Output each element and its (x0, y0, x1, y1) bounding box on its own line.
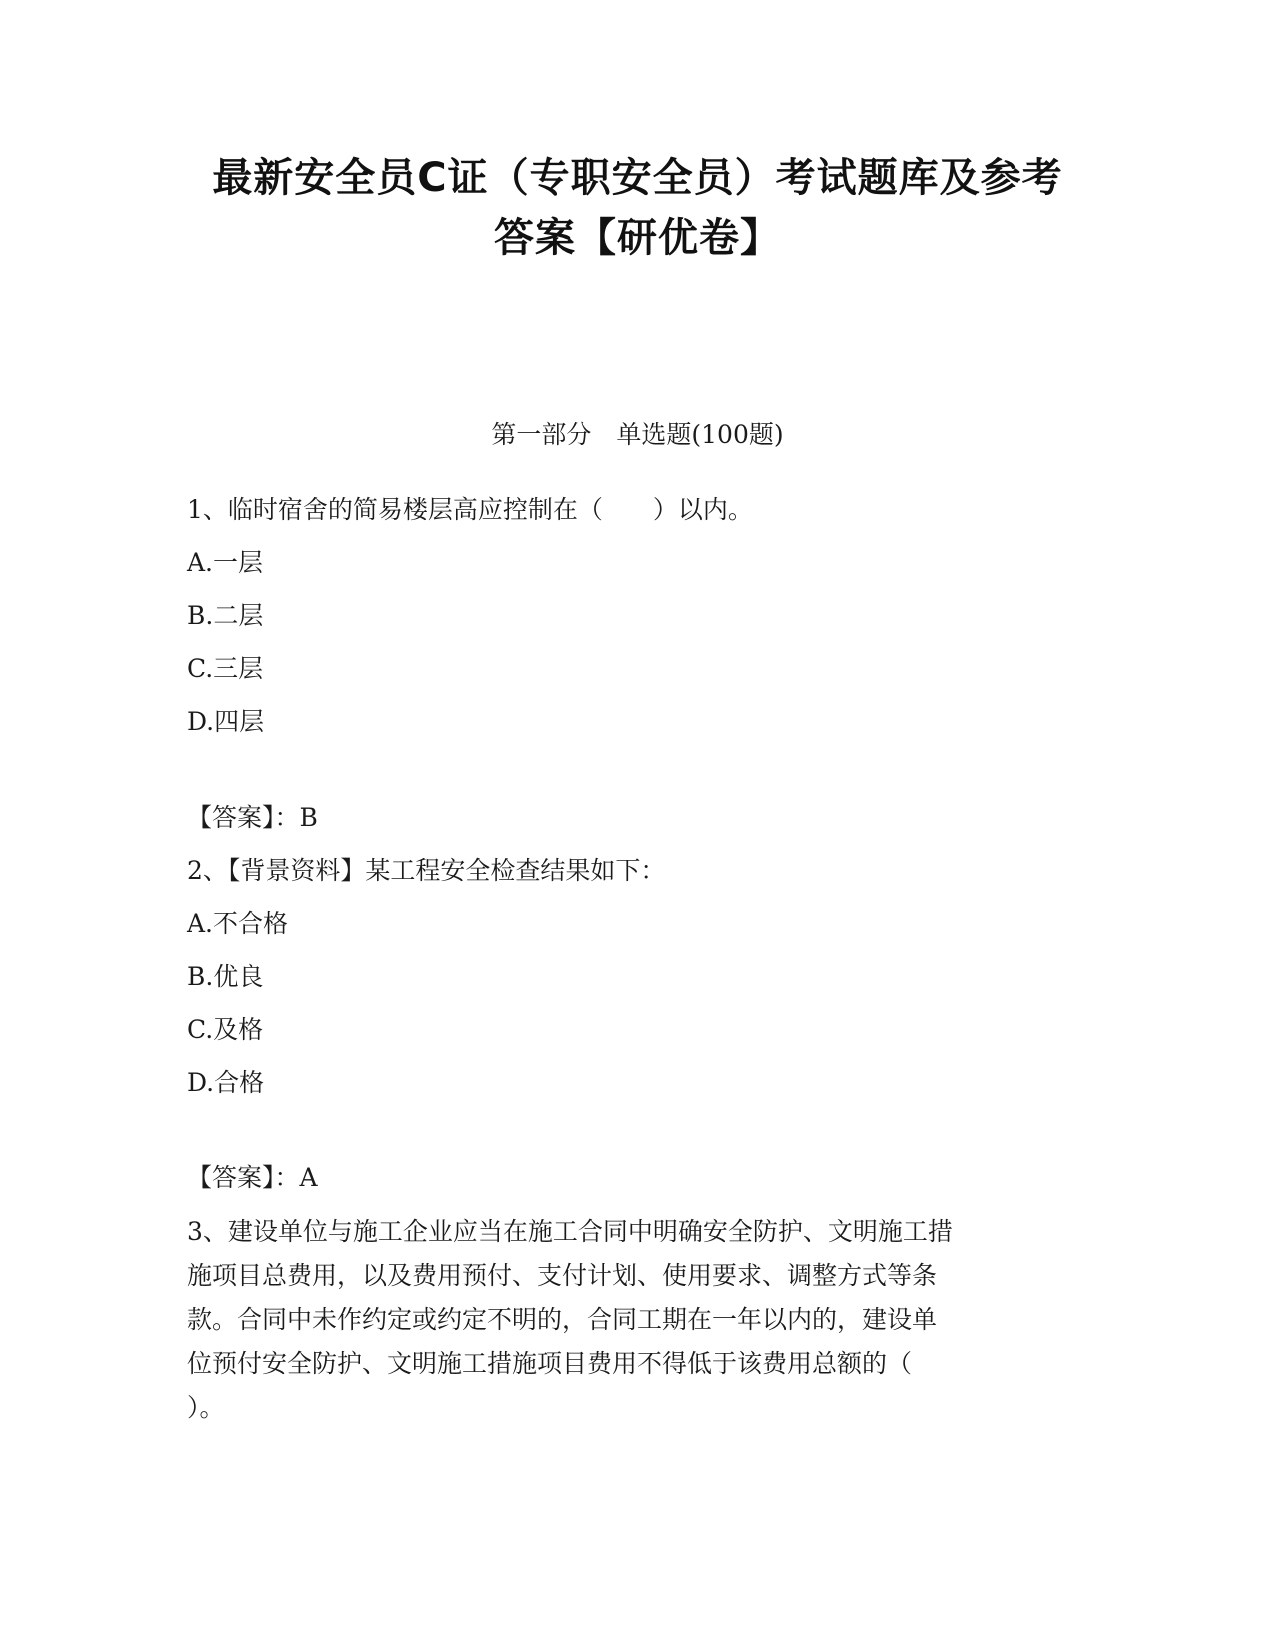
question-2-answer: 【答案】：A (187, 1163, 318, 1192)
document-title-line-1: 最新安全员C证（专职安全员）考试题库及参考 (212, 155, 1063, 201)
question-1-option-b: B.二层 (187, 601, 264, 630)
question-1-option-c: C.三层 (187, 654, 264, 683)
question-1-option-d: D.四层 (187, 707, 265, 736)
section-heading: 第一部分 单选题(100题) (491, 420, 784, 449)
question-3-stem (187, 1210, 1087, 1430)
question-2-option-d: D.合格 (187, 1068, 265, 1097)
question-3-stem-line: 款。合同中未作约定或约定不明的，合同工期在一年以内的，建设单 (187, 1305, 938, 1334)
question-3-stem-line: ）。 (187, 1393, 225, 1422)
question-2-option-b: B.优良 (187, 962, 264, 991)
question-1-stem: 1、临时宿舍的简易楼层高应控制在（ ）以内。 (187, 495, 753, 524)
question-3-stem-line: 施项目总费用，以及费用预付、支付计划、使用要求、调整方式等条 (187, 1261, 938, 1290)
question-2-option-a: A.不合格 (187, 909, 289, 938)
question-2-stem: 2、【背景资料】某工程安全检查结果如下： (187, 856, 666, 885)
question-1-option-a: A.一层 (187, 548, 264, 577)
document-title-line-2: 答案【研优卷】 (494, 215, 781, 261)
question-2-option-c: C.及格 (187, 1015, 264, 1044)
question-3-stem-line: 位预付安全防护、文明施工措施项目费用不得低于该费用总额的（ (187, 1349, 913, 1378)
question-1-answer: 【答案】：B (187, 803, 318, 832)
question-3-stem-line: 3、建设单位与施工企业应当在施工合同中明确安全防护、文明施工措 (187, 1217, 953, 1246)
